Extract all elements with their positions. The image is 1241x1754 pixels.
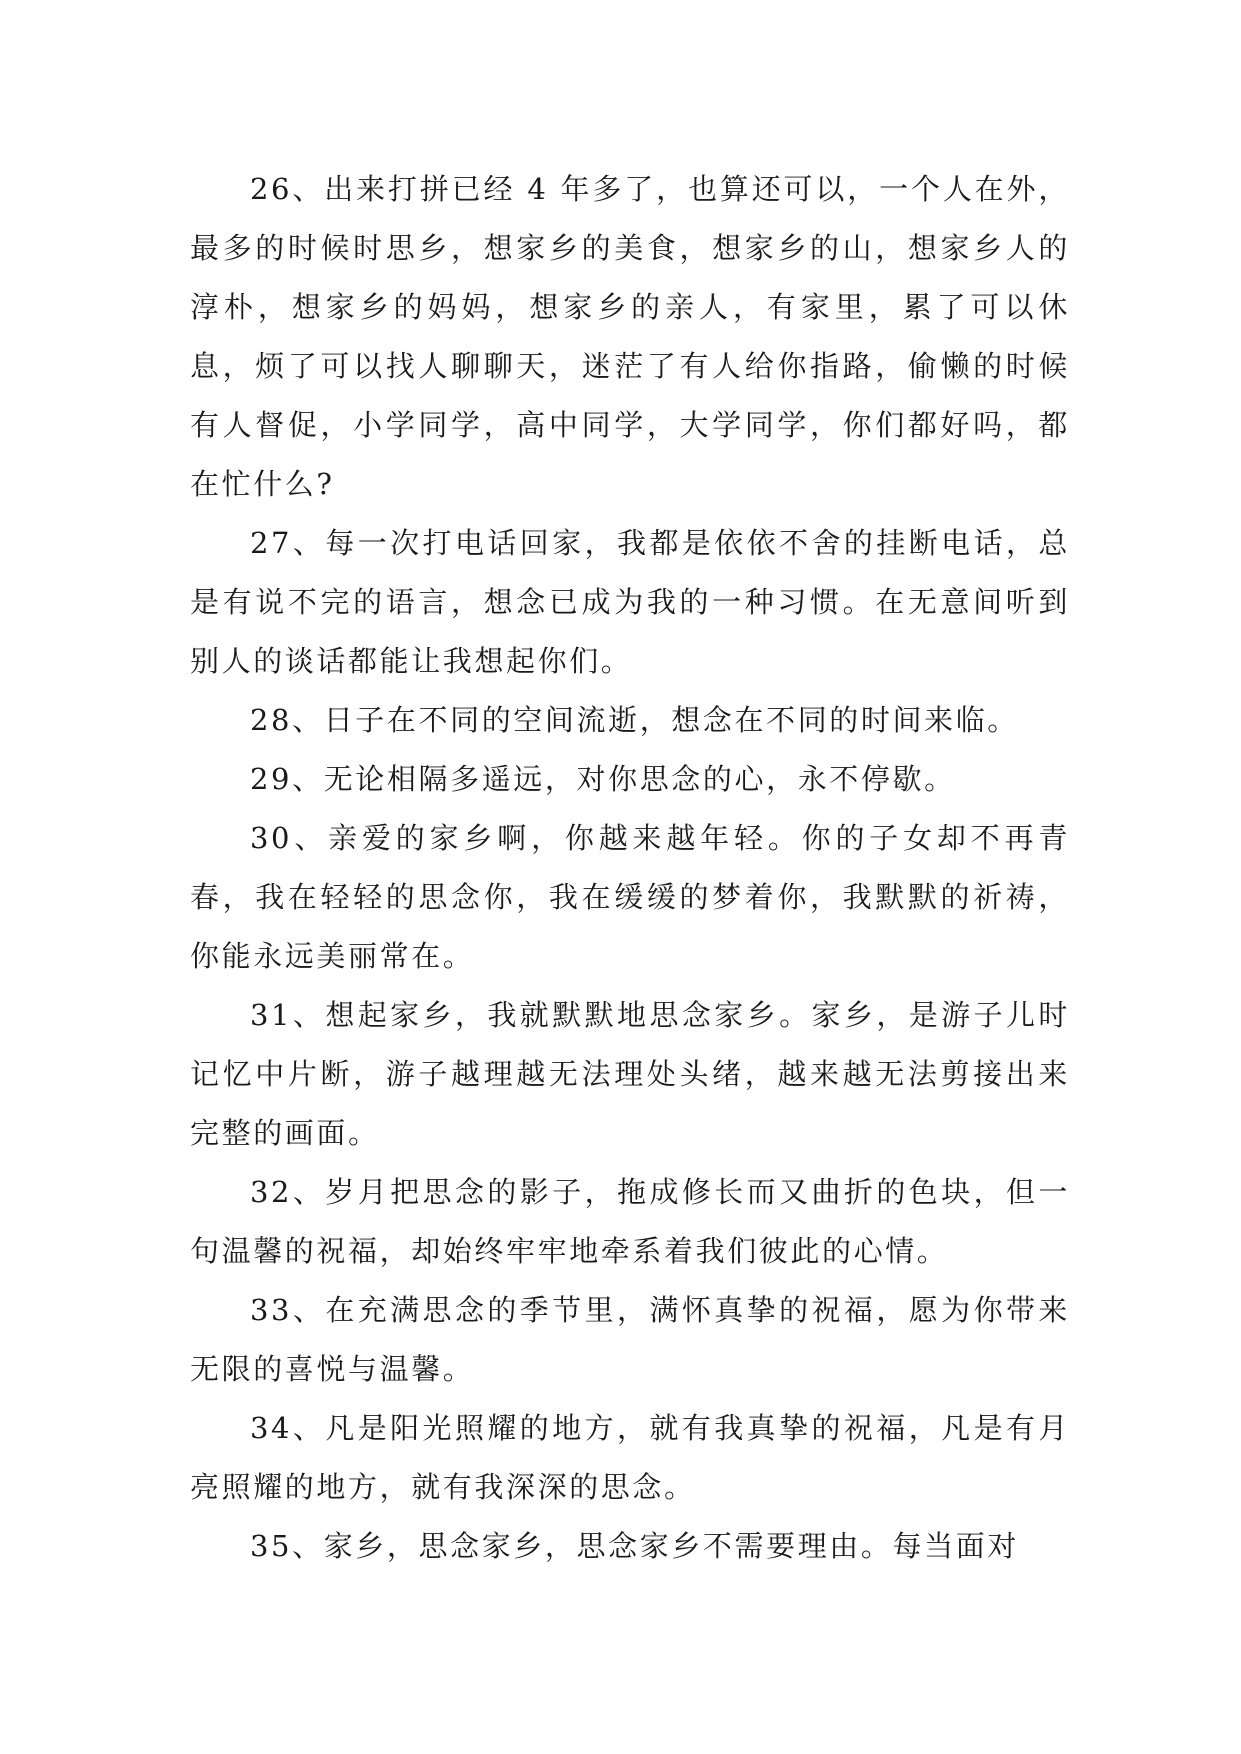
paragraph-31: 31、想起家乡，我就默默地思念家乡。家乡，是游子儿时记忆中片断，游子越理越无法理处头绪，越来越无法剪接出来完整的画面。 xyxy=(190,998,1070,1150)
paragraph-29: 29、无论相隔多遥远，对你思念的心，永不停歇。 xyxy=(250,762,956,796)
paragraph-30: 30、亲爱的家乡啊，你越来越年轻。你的子女却不再青春，我在轻轻的思念你，我在缓缓的梦着你，我默默的祈祷，你能永远美丽常在。 xyxy=(190,821,1070,973)
paragraph-26: 26、出来打拼已经 4 年多了，也算还可以，一个人在外，最多的时候时思乡，想家乡的美食，想家乡的山，想家乡人的淳朴，想家乡的妈妈，想家乡的亲人，有家里，累了可以休息，烦了可以找人聊聊天，迷茫了有人给你指路，偷懒的时候有人督促，小学同学，高中同学，大学同学，你们都好吗，都在忙什么? xyxy=(190,172,1070,501)
paragraph-35: 35、家乡，思念家乡，思念家乡不需要理由。每当面对 xyxy=(250,1529,1019,1563)
paragraph-27: 27、每一次打电话回家，我都是依依不舍的挂断电话，总是有说不完的语言，想念已成为我的一种习惯。在无意间听到别人的谈话都能让我想起你们。 xyxy=(190,526,1070,678)
paragraph-32: 32、岁月把思念的影子，拖成修长而又曲折的色块，但一句温馨的祝福，却始终牢牢地牵系着我们彼此的心情。 xyxy=(190,1175,1070,1268)
paragraph-28: 28、日子在不同的空间流逝，想念在不同的时间来临。 xyxy=(250,703,1019,737)
document-body xyxy=(190,160,1070,1576)
paragraph-34: 34、凡是阳光照耀的地方，就有我真挚的祝福，凡是有月亮照耀的地方，就有我深深的思念。 xyxy=(190,1411,1070,1504)
paragraph-33: 33、在充满思念的季节里，满怀真挚的祝福，愿为你带来无限的喜悦与温馨。 xyxy=(190,1293,1070,1386)
